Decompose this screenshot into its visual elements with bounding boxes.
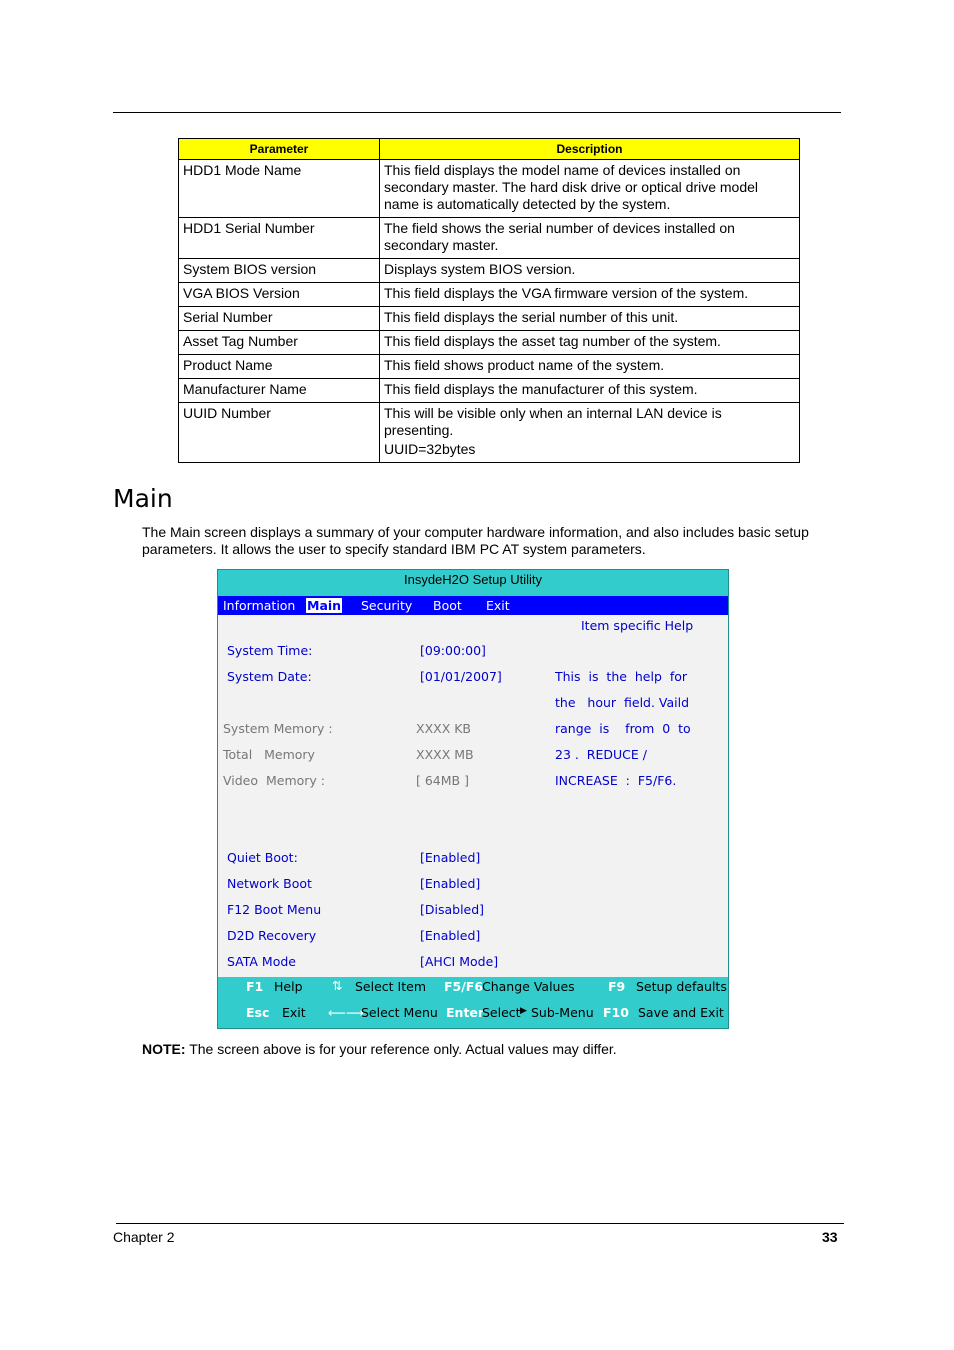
table-row bbox=[179, 379, 800, 403]
table-row bbox=[179, 331, 800, 355]
parameter-cell: VGA BIOS Version bbox=[179, 283, 380, 307]
f12-boot-menu-label[interactable]: F12 Boot Menu bbox=[227, 902, 322, 917]
intro-paragraph: The Main screen displays a summary of your computer hardware information, and also includes basic setup parameters. It allows the user to specify standard IBM PC AT system parameters. bbox=[142, 524, 809, 557]
table-row bbox=[179, 403, 800, 463]
description-line: This field displays the model name of devices installed on bbox=[384, 162, 741, 178]
system-time-label[interactable]: System Time: bbox=[227, 643, 313, 658]
description-line: This will be visible only when an internal LAN device is bbox=[384, 405, 722, 421]
esc-key: Esc bbox=[246, 1005, 270, 1020]
parameter-cell: Manufacturer Name bbox=[179, 379, 380, 403]
table-row bbox=[179, 218, 800, 259]
description-line: Displays system BIOS version. bbox=[384, 261, 576, 277]
chapter-label: Chapter 2 bbox=[113, 1229, 175, 1245]
menu-information[interactable]: Information bbox=[223, 598, 296, 613]
description-cell bbox=[380, 307, 800, 331]
page-number: 33 bbox=[822, 1229, 838, 1245]
bios-screen bbox=[217, 569, 729, 1029]
setup-defaults-text: Setup defaults bbox=[636, 979, 727, 994]
note bbox=[142, 1041, 617, 1058]
description-line: This field shows product name of the system. bbox=[384, 357, 665, 373]
description-line: secondary master. The hard disk drive or optical drive model bbox=[384, 179, 759, 195]
f1-key: F1 bbox=[246, 979, 264, 994]
description-line: name is automatically detected by the system. bbox=[384, 196, 671, 212]
help-line: 23 . REDUCE / bbox=[555, 747, 647, 762]
d2d-recovery-value[interactable]: [Enabled] bbox=[420, 928, 481, 943]
system-date-value[interactable]: [01/01/2007] bbox=[420, 669, 502, 684]
description-cell bbox=[380, 283, 800, 307]
parameter-cell: UUID Number bbox=[179, 403, 380, 463]
network-boot-label[interactable]: Network Boot bbox=[227, 876, 312, 891]
section-title: Main bbox=[113, 484, 173, 513]
system-date-label[interactable]: System Date: bbox=[227, 669, 312, 684]
header-rule bbox=[113, 112, 841, 113]
parameter-cell: Serial Number bbox=[179, 307, 380, 331]
bios-title: InsydeH2O Setup Utility bbox=[218, 570, 728, 596]
quiet-boot-value[interactable]: [Enabled] bbox=[420, 850, 481, 865]
column-header-description: Description bbox=[380, 139, 800, 160]
description-line: This field displays the manufacturer of this system. bbox=[384, 381, 698, 397]
help-line: the hour field. Vaild bbox=[555, 695, 690, 710]
network-boot-value[interactable]: [Enabled] bbox=[420, 876, 481, 891]
video-memory-label: Video Memory : bbox=[223, 773, 325, 788]
save-and-exit-text: Save and Exit bbox=[638, 1005, 724, 1020]
f12-boot-menu-value[interactable]: [Disabled] bbox=[420, 902, 485, 917]
system-memory-value: XXXX KB bbox=[416, 721, 471, 736]
description-cell bbox=[380, 218, 800, 259]
help-line: This is the help for bbox=[555, 669, 688, 684]
total-memory-value: XXXX MB bbox=[416, 747, 474, 762]
menu-security[interactable]: Security bbox=[361, 598, 413, 613]
bios-key-legend bbox=[218, 977, 728, 1028]
sata-mode-label[interactable]: SATA Mode bbox=[227, 954, 296, 969]
description-cell bbox=[380, 355, 800, 379]
help-line: INCREASE : F5/F6. bbox=[555, 773, 677, 788]
table-row bbox=[179, 307, 800, 331]
note-text: The screen above is for your reference only. Actual values may differ. bbox=[189, 1041, 617, 1057]
select-menu-text: Select Menu bbox=[361, 1005, 438, 1020]
description-cell bbox=[380, 403, 800, 463]
menu-exit[interactable]: Exit bbox=[486, 598, 510, 613]
f9-key: F9 bbox=[608, 979, 626, 994]
parameter-cell: System BIOS version bbox=[179, 259, 380, 283]
help-header: Item specific Help bbox=[581, 618, 694, 633]
select-item-text: Select Item bbox=[355, 979, 426, 994]
select-text: Select bbox=[482, 1005, 521, 1020]
note-label: NOTE: bbox=[142, 1041, 186, 1057]
description-line: This field displays the serial number of this unit. bbox=[384, 309, 679, 325]
description-line: The field shows the serial number of devices installed on bbox=[384, 220, 735, 236]
system-memory-label: System Memory : bbox=[223, 721, 333, 736]
table-row bbox=[179, 160, 800, 218]
description-line: This field displays the VGA firmware version of the system. bbox=[384, 285, 749, 301]
menu-main[interactable]: Main bbox=[307, 598, 342, 613]
description-extra-line: UUID=32bytes bbox=[384, 441, 476, 457]
bios-menu-bar bbox=[218, 596, 728, 615]
video-memory-value: [ 64MB ] bbox=[416, 773, 469, 788]
table-row bbox=[179, 355, 800, 379]
system-time-value[interactable]: [09:00:00] bbox=[420, 643, 486, 658]
up-down-arrows-icon: ⇅ bbox=[332, 978, 343, 993]
f1-text: Help bbox=[274, 979, 303, 994]
parameter-table bbox=[178, 138, 800, 463]
submenu-arrow-icon: ▶ bbox=[520, 1006, 527, 1016]
left-right-arrows-icon: ⟵⟶ bbox=[328, 1005, 364, 1020]
description-line: secondary master. bbox=[384, 237, 499, 253]
change-values-text: Change Values bbox=[482, 979, 575, 994]
table-row bbox=[179, 259, 800, 283]
parameter-cell: HDD1 Mode Name bbox=[179, 160, 380, 218]
f5-f6-key: F5/F6 bbox=[444, 979, 484, 994]
total-memory-label: Total Memory bbox=[223, 747, 315, 762]
description-cell bbox=[380, 379, 800, 403]
parameter-cell: Product Name bbox=[179, 355, 380, 379]
sata-mode-value[interactable]: [AHCI Mode] bbox=[420, 954, 499, 969]
menu-boot[interactable]: Boot bbox=[433, 598, 462, 613]
table-row bbox=[179, 283, 800, 307]
description-cell bbox=[380, 331, 800, 355]
description-line: This field displays the asset tag number of the system. bbox=[384, 333, 721, 349]
esc-text: Exit bbox=[282, 1005, 306, 1020]
description-line: presenting. bbox=[384, 422, 454, 438]
table-body bbox=[179, 160, 800, 463]
submenu-text: Sub-Menu bbox=[531, 1005, 594, 1020]
quiet-boot-label[interactable]: Quiet Boot: bbox=[227, 850, 298, 865]
description-cell bbox=[380, 259, 800, 283]
table-header-row bbox=[179, 139, 800, 160]
column-header-parameter: Parameter bbox=[179, 139, 380, 160]
footer-rule bbox=[116, 1223, 844, 1224]
parameter-cell: Asset Tag Number bbox=[179, 331, 380, 355]
description-cell bbox=[380, 160, 800, 218]
parameter-cell: HDD1 Serial Number bbox=[179, 218, 380, 259]
f10-key: F10 bbox=[603, 1005, 629, 1020]
enter-key: Enter bbox=[446, 1005, 485, 1020]
help-line: range is from 0 to bbox=[555, 721, 691, 736]
d2d-recovery-label[interactable]: D2D Recovery bbox=[227, 928, 317, 943]
